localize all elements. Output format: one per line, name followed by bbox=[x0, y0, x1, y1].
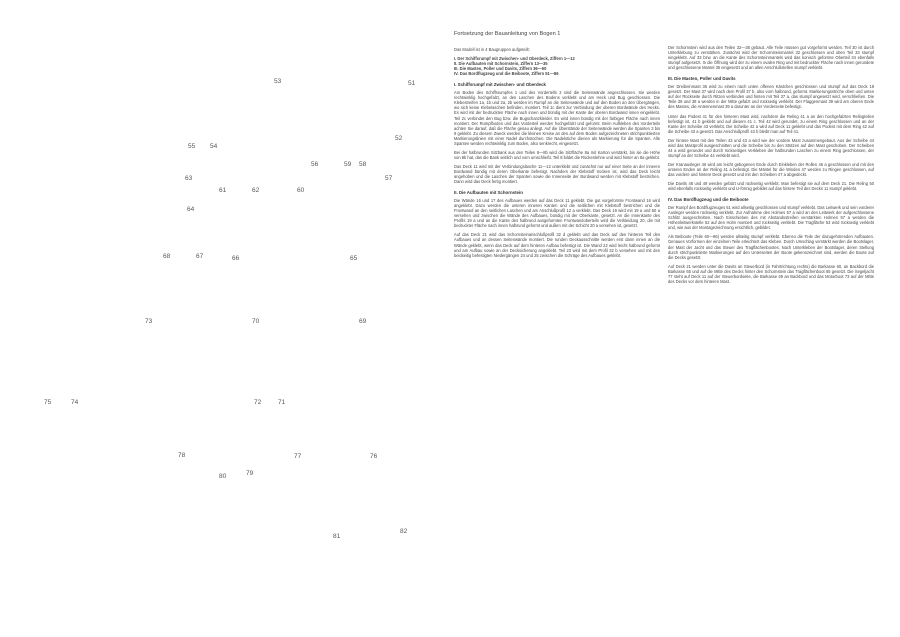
paragraph: Die Wände 16 und 17 des Aufbaues werden auf das Deck 11 geklebt. Die gut vorgeformte Frontwand 16 wird angeklebt. Dazu werden die unteren inneren Kanten und die seitlichen mit Klebstoff bestrichen und die Frontwand an den seitlichen Laschen und am Anschlußprofil 12 a verklebt. Das Deck 19 wird mit 19 a und 50 a versehen und zwischen die Wände des Aufbaues, bündig mit der Oberkante, gesetzt. An die Innenkante des Profils 19 a und an die Kante des halbrund ausgeformten Frontwandoberteils wird die Verkleidung 20, die mit bedruckter Fläche nach innen halbrund geformt und außen mit der Schicht 20 a versehen ist, gesetzt. bbox=[454, 198, 660, 229]
part-number-71: 71 bbox=[278, 399, 286, 406]
instructions-page bbox=[454, 0, 894, 637]
paragraph: Der Schornstein wird aus den Teilen 32—38 gebaut. Alle Teile müssen gut vorgeformt werden. Teil 30 ist durch Unterklebung zu verstärken. Zunächst wird der Schornsteinmantel 32 geschlossen und oben Teil 33 stumpf eingeklebt. Auf 33 bzw. an die Kante des Schornsteinmantels wird das konisch geformte Oberteil 34 ebenfalls stumpf aufgesetzt. In die Öffnung wird der zu einem ovalen Ring und mit bedruckter Fläche nach innen gerundete und geschlossene Mantel 35 eingesetzt und an allen Anschlußstellen stumpf verklebt. bbox=[668, 45, 874, 71]
part-number-67: 67 bbox=[196, 253, 204, 260]
toc-item: IV. Das Bordflugzeug und die Beiboote, Ziffern 51—86 bbox=[454, 71, 559, 77]
part-number-51: 51 bbox=[408, 80, 416, 87]
part-number-62: 62 bbox=[252, 187, 260, 194]
paragraph: Der Rumpf des Bordflugzeuges 51 wird allseitig geschlossen und stumpf verklebt. Das Leitwerk und sein vorderer Ausleger werden rückseitig verklebt. Zur Aufnahme des Holmes 57 a wird an den Leitwerk der aufgeschlossene Schlitz ausgeschnitten. Nach Einschieben des mit Abstandsstreifen verstärkten Holmes 57 a werden die Höhenleitwerkstelle 52 auf den Holm montiert und rückseitig verklebt. Die Tragfläche 53 wird rückseitig verklebt und, wie aus der Montagezeichnung ersichtlich, gebildet. bbox=[668, 205, 874, 231]
part-number-77: 76 bbox=[370, 453, 378, 460]
section-heading: I. Schiffsrumpf mit Zwischen- und Oberdeck bbox=[454, 82, 546, 88]
paragraph: Der Kranausleger 46 wird am leicht gebogenen Ende durch Einkleben der Rollen 46 a geschlossen und mit den unteren Enden an der Reling 41 a befestigt. Die Mäntel für die Winden 47 werden zu Ringen geschlossen, auf das vordere und hintere Deck gesetzt und mit den Scheiben 47 a abgedeckt. bbox=[668, 161, 874, 177]
table-of-contents bbox=[454, 56, 660, 76]
part-number-65: 65 bbox=[350, 255, 358, 262]
part-number-82: 81 bbox=[333, 533, 341, 540]
part-number-55: 55 bbox=[188, 143, 196, 150]
part-number-70: 70 bbox=[252, 318, 260, 325]
paragraph: Unter das Podest 41 für den hinteren Mast wird, nachdem die Reling 41 a an den hochgefalzten Relingteilen befestigt ist, 41 b geklebt und auf diesem 41 c. Teil 42 wird gerundet, zu einem Ring geschlossen und an der Kante der Scheibe 43 verklebt. Die Scheibe 42 a wird auf Deck 11 geklebt und das Podest mit dem Ring 42 auf die Scheibe 43 a gesetzt. Das Anschlußprofil 43 b bleibt man auf Teil 41. bbox=[668, 113, 874, 134]
part-number-80: 79 bbox=[246, 470, 254, 477]
part-number-56: 56 bbox=[311, 161, 319, 168]
paragraph: Als Beiboote (Teile 60—86) werden allseitig stumpf verklebt. Ebenso die Teile der dazugehörenden Aufbauten. Genaues Vorformen der einzelnen Teile erleichtert das Kleben. Durch Umschlag verstärkt werden die Bootslager, der Mast der Jacht und das Steuer des Tragflächenbootes. Nach Unterkleben der Bootslager, deren Stellung durch strichpunktierte Markierungen auf den Unterseiten der Boote gekennzeichnet sind, werden die Boote auf die Decks gesetzt. bbox=[668, 234, 874, 260]
part-number-66: 66 bbox=[232, 255, 240, 262]
section-heading: II. Die Aufbauten mit Schornstein bbox=[454, 190, 523, 196]
page-header: Fortsetzung der Bauanleitung von Bogen 1 bbox=[454, 31, 561, 37]
part-number-75: 74 bbox=[71, 399, 79, 406]
part-number-59: 59 bbox=[344, 161, 352, 168]
paragraph: Der hintere Mast mit den Teilen 43 und 43 a wird wie der vordere Mast zusammengebaut. Aus der Scheibe 44 wird das Mastprofil ausgeschnitten und die Scheibe bis zu den Stützen auf den Mast geschoben. Der Scheiben 44 a wird gerundet und durch rückseitiges Verkleben der halbrunden Laschen zu einem Ring geschlossen, der stumpf an der Scheibe 44 verklebt wird. bbox=[668, 137, 874, 158]
part-number-60: 60 bbox=[297, 187, 305, 194]
paragraph: Der Dreibeinmast 36 wird zu einem nach unten offenen Kästchen geschlossen und stumpf auf das Deck 19 gesetzt. Der Mast 37 wird nach dem Profil 37 b, also vorn halbrund, geformt. Markierungsstriche oben und unten auf der Rückseite durch Ritzen verbinden und hinten mit Teil 37 a, das stumpf angesetzt wird, verschließen. Die Teile 38 und 38 a werden in der Mitte gefalzt und rückseitig verklebt. Der Flaggenmast 39 wird am oberen Ende des Mastes, die Antennenmast 39 a darunter an der Vorderseite befestigt. bbox=[668, 84, 874, 110]
part-number-68: 68 bbox=[163, 253, 171, 260]
paragraph: Die Davits 48 und 49 werden gefalzt und rückseitig verklebt. Man befestigt sie auf dem Deck 21. Die Reling 50 wird ebenfalls rückseitig verklebt und U-förmig gebildet auf das hintere Teil des Decks 11 stumpf geklebt. bbox=[668, 181, 874, 192]
paragraph: Am Boden des Schiffsrumpfes 1 und des Vordertells 2 sind die Seitenwände angeschlossen. Sie werden rechtwinklig hochgefalzt, an den Laschen des Bodens verklebt und am Heck und Bug geschlossen. Die Klebestreifen 1a, 1b und 2a, 2b werden im Rumpf an die Seitenwände und auf den Boden an den Übergängen, wo sich keine Klebelaschen befinden, montiert. Teil 1c dient zur Verbindung der oberen Bordwände des Hecks. Es wird mit der bedruckten Fläche nach innen und bündig mit der Kante der oberen Bordwand innen eingeklebt. Teil 2c verbindet den Bug bzw. die Bugschanzkleider. Es wird innen bündig mit der farbigen Fläche nach innen montiert. Der Rumpfboden und das Vorderteil werden hochgefalzt und geformt. Beim Aufkleben des Vorderteils achten Sie darauf, daß die Fläche genau anliegt. Auf die Überstände der Seitenwände werden die Spanten 3 bis 9 geklebt. Zu diesem Zweck werden die kleinen Kreise an den auf dem Boden aufgezeichneten strichpunktierten Markierungslinien mit einer Nadel durchstochen. Die Nadelstiche dienen als Markierung für die Spanten. Alle Spanten werden rechtwinklig zum Boden, also senkrecht, eingesetzt. bbox=[454, 90, 660, 146]
toc-item: I. Der Schiffsrumpf mit Zwischen- und Oberdeck, Ziffern 1—12 bbox=[454, 56, 575, 62]
part-number-81: 80 bbox=[219, 473, 227, 480]
part-number-73: 73 bbox=[145, 318, 153, 325]
part-number-54: 54 bbox=[210, 143, 218, 150]
paragraph: Bei der halbrunden Sitzbank aus den Teilen 8—8b wird die Sitzfläche 8a mit Karton verstärkt, bis sie die Höhe von 8b hat, das die Bank seitlich und vorn umschließt. Teil 8 bildet die Rückenlehne und wird hinter an 8a geklebt. bbox=[454, 149, 660, 160]
text-column-right bbox=[668, 45, 874, 288]
section-heading: III. Die Masten, Poller und Davits bbox=[668, 76, 736, 82]
text-column-left bbox=[454, 47, 660, 262]
paragraph: Auf das Deck 21 wird das Schornsteinanschlußprofil 32 d geklebt und das Deck auf den hinteren Teil des Aufbaues und an dessen Seitenwände montiert. Die runden Deckausschnitte werden erst dann innen an die Wände geklebt, wenn das Deck auf dem hinteren Aufbau befestigt ist. Die Wand 22 wird leicht halbrund geformt und am Aufbau sowie an der Decksicherung angeklebt. Teil 23 wird mit dem Profil 32 b versehen und mit den beidseitig befestigten Niedergängen 24 und 25 zwischen die Schräge des Aufbaues geklebt. bbox=[454, 232, 660, 258]
part-number-72: 72 bbox=[254, 399, 262, 406]
part-number-61: 61 bbox=[219, 187, 227, 194]
part-number-63: 63 bbox=[185, 175, 193, 182]
part-number-53: 53 bbox=[274, 78, 282, 85]
part-number-52: 52 bbox=[395, 135, 403, 142]
part-number-64: 64 bbox=[187, 206, 195, 213]
toc-item: III. Die Masten, Poller und Davits, Ziffern 36—50 bbox=[454, 66, 547, 72]
part-number-69: 69 bbox=[359, 318, 367, 325]
section-heading: IV. Das Bordflugzeug und die Beiboote bbox=[668, 197, 749, 203]
part-number-57: 57 bbox=[385, 175, 393, 182]
part-number-76: 75 bbox=[44, 399, 52, 406]
paragraph: Das Deck 11 wird mit der Verbindungslasche 11—12 unterklebt und zunächst nur auf einer Seite an der inneren Bordwand bündig mit deren Oberkante befestigt. Nachdem der Klebstoff trocken ist, wird das Deck leicht angehoben und die Laschen der Spanten sowie die Innenseite der Bordwand werden mit Klebstoff bestrichen. Dann wird das Deck fertig montiert. bbox=[454, 163, 660, 185]
toc-item: II. Die Aufbauten mit Schornstein, Ziffern 13—35 bbox=[454, 61, 548, 67]
part-number-58: 58 bbox=[359, 161, 367, 168]
paragraph: Auf Deck 21 werden unter die Davits an Steuerbord (in Fahrtrichtung rechts) die Barkasse 60, an Backbord die Barkasse 65 und auf die Mitte des Decks hinter den Schornstein das Tragflächenboot 65 gesetzt. Die Segeljacht 77 steht auf Deck 11 auf der Steuerbordseite, die Barkasse 69 an Backbord und das Motorboot 73 auf der Mitte des Decks vor dem hinteren Mast. bbox=[668, 263, 874, 284]
part-number-79: 78 bbox=[178, 452, 186, 459]
intro-text: Das Modell ist in 4 Baugruppen aufgeteilt: bbox=[454, 47, 530, 52]
part-number-83: 82 bbox=[400, 528, 408, 535]
part-number-78: 77 bbox=[294, 453, 302, 460]
parts-sheet-page bbox=[0, 0, 440, 637]
